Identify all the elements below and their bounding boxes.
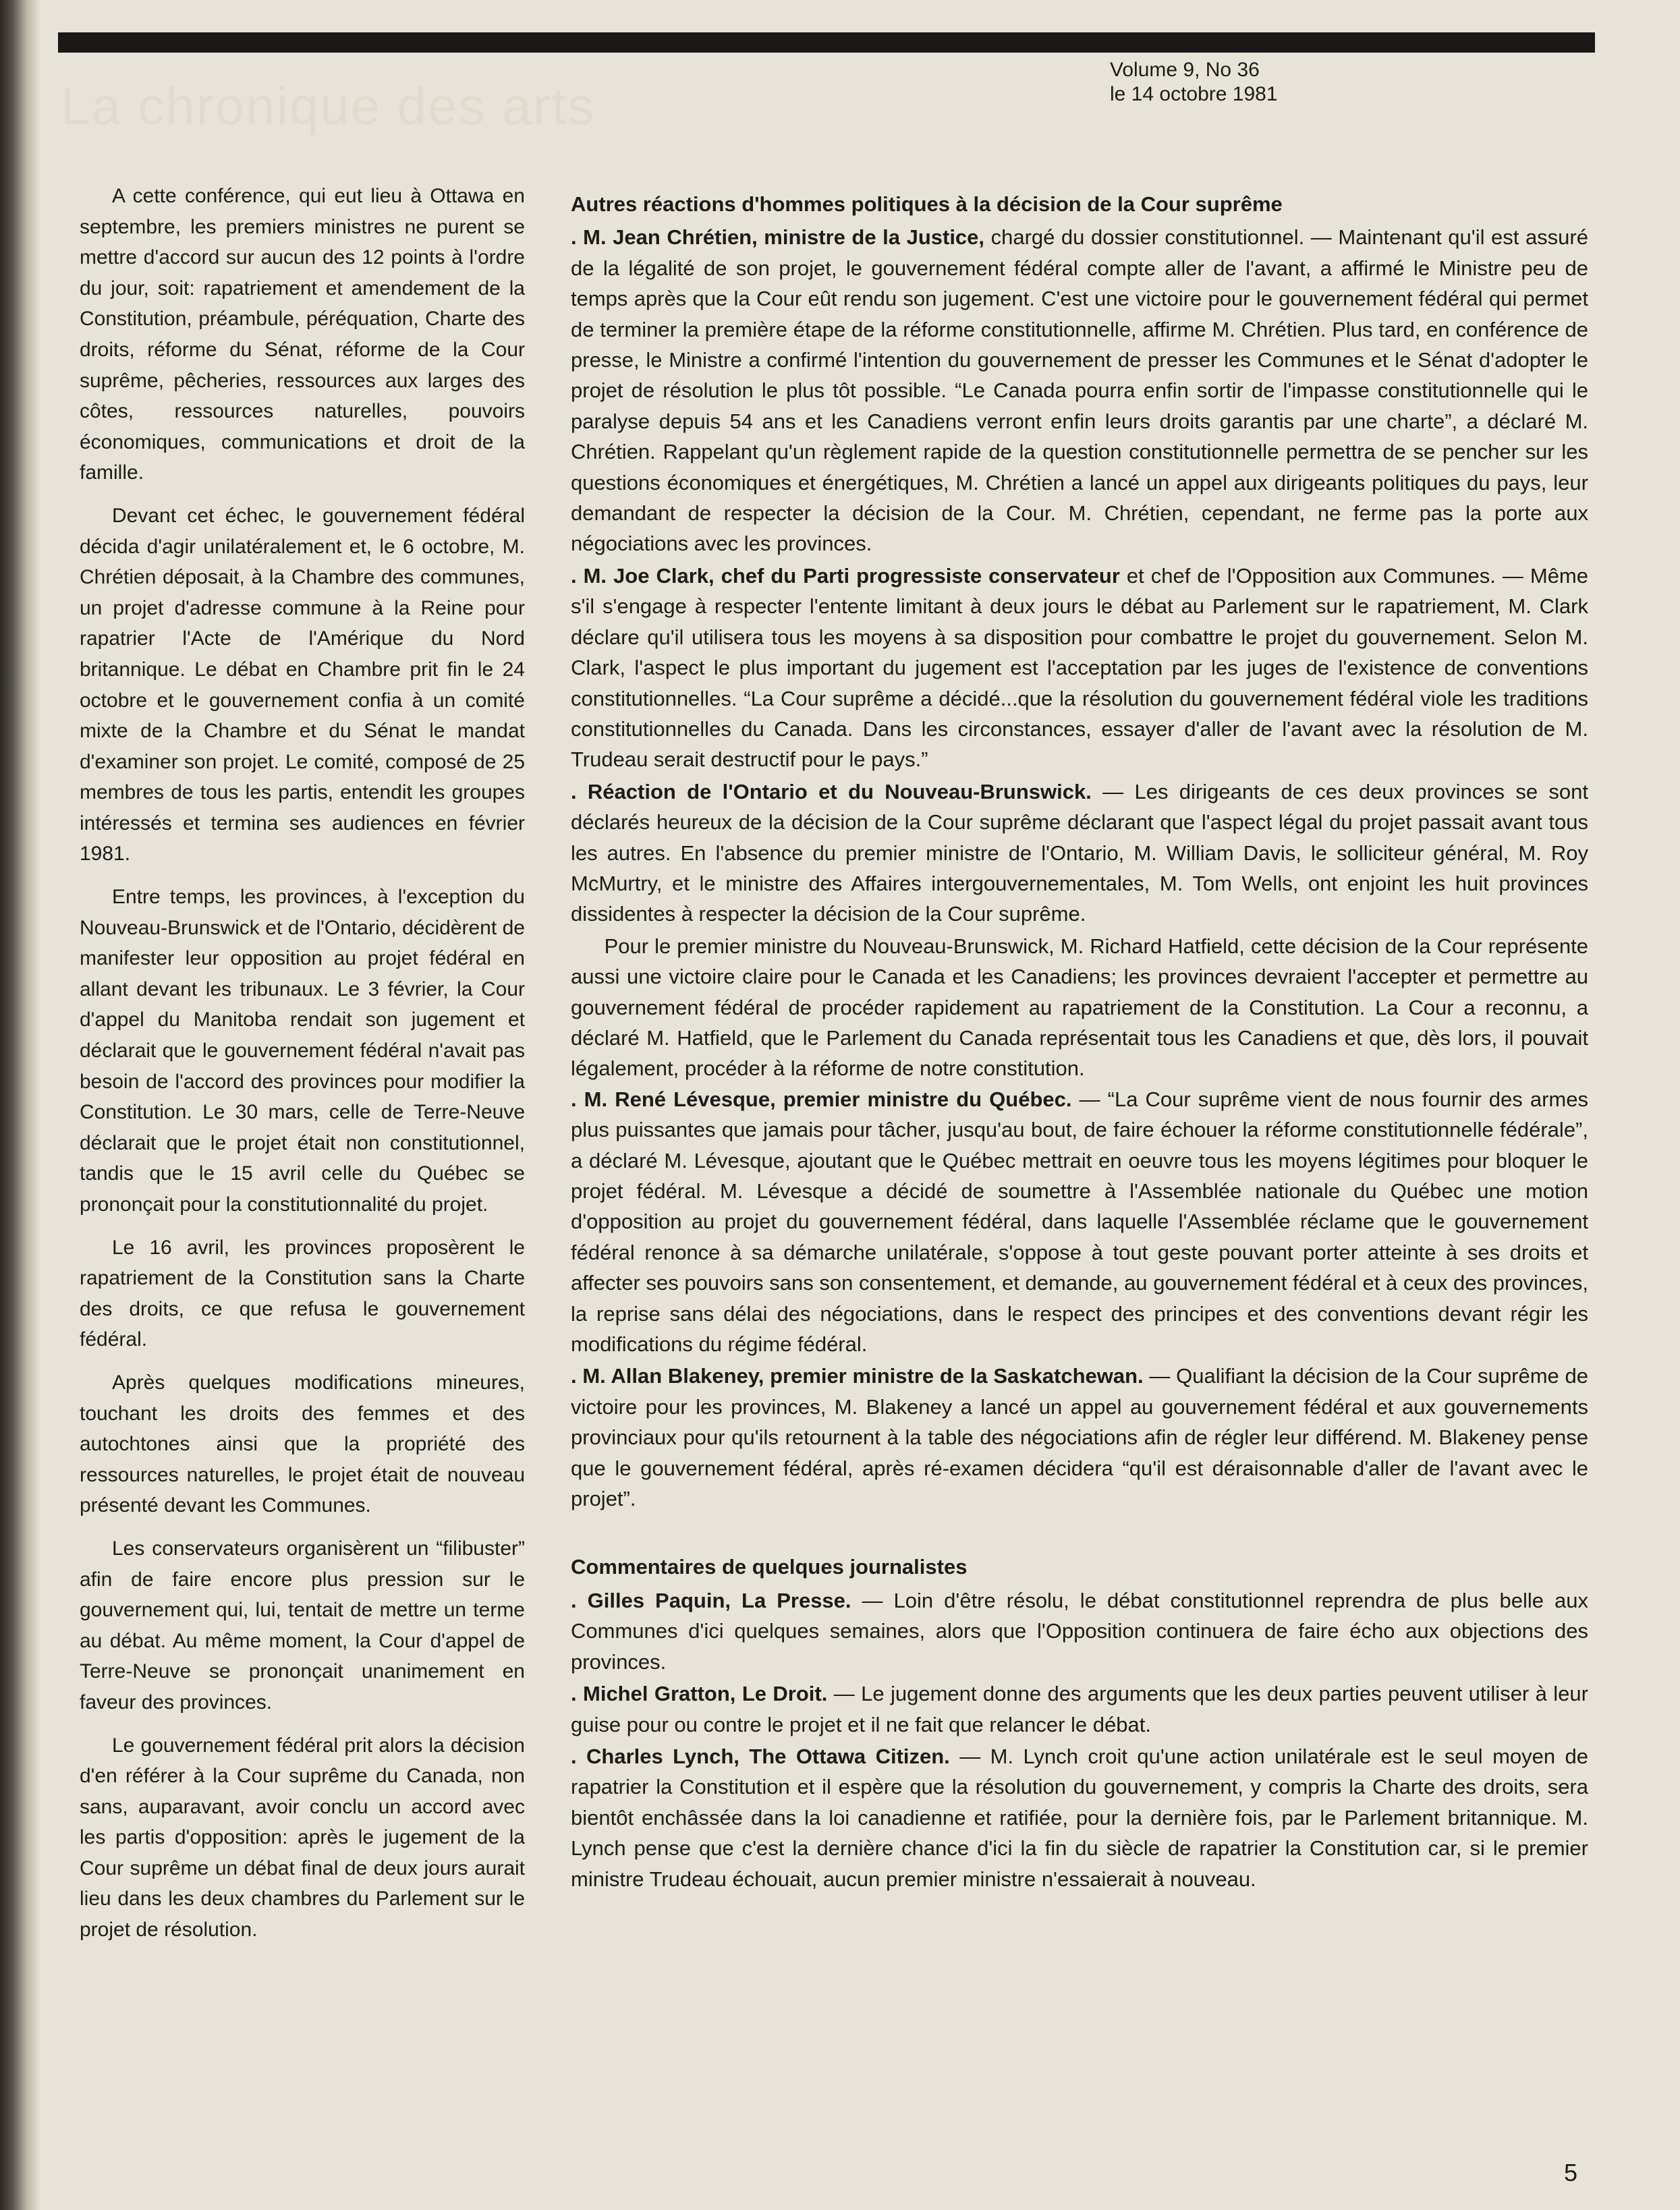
hatfield-paragraph: Pour le premier ministre du Nouveau-Brunswick, M. Richard Hatfield, cette décision de la Cour représente aussi une victoire claire pour le Canada et les Canadiens; les provinces devraient l'accepter et permettre au gouvernement fédéral de procéder rapidement au rapatriement de la Constitution. La Cour a reconnu, a déclaré M. Hatfield, que le Parlement du Canada représentait tous les Canadiens et que, dès lors, il pouvait légalement, procéder à la réforme de notre constitution.: [571, 934, 1588, 1081]
section-title-politicians: Autres réactions d'hommes politiques à la décision de la Cour suprême: [571, 192, 1283, 216]
page-number: 5: [1564, 2159, 1578, 2186]
reaction-entry: [571, 776, 1588, 930]
entry-lead: . Charles Lynch, The Ottawa Citizen.: [571, 1744, 950, 1768]
reaction-entry: [571, 1361, 1588, 1514]
left-paragraph: Devant cet échec, le gouvernement fédéral décida d'agir unilatéralement et, le 6 octobre, M. Chrétien déposait, à la Chambre des communes, un projet d'adresse commune à la Reine pour rapatrier l'Acte de l'Amérique du Nord britannique. Le débat en Chambre prit fin le 24 octobre et le gouvernement confia à un comité mixte de la Chambre et du Sénat le mandat d'examiner son projet. Le comité, composé de 25 membres de tous les partis, entendit les groupes intéressés et termina ses audiences en février 1981.: [80, 504, 525, 866]
faint-column-title: La chronique des arts: [61, 76, 596, 136]
issue-info: [1110, 58, 1278, 107]
entry-lead: . M. Jean Chrétien, ministre de la Justice,: [571, 225, 985, 250]
left-paragraph: Le 16 avril, les provinces proposèrent le rapatriement de la Constitution sans la Charte des droits, ce que refusa le gouvernement fédéral.: [80, 1236, 525, 1351]
left-paragraph: A cette conférence, qui eut lieu à Ottawa en septembre, les premiers ministres ne purent se mettre d'accord sur aucun des 12 points à l'ordre du jour, soit: rapatriement et amendement de la Constitution, préambule, péréquation, Charte des droits, réforme du Sénat, réforme de la Cour suprême, pêcheries, ressources aux larges des côtes, ressources naturelles, pouvoirs économiques, communications et droit de la famille.: [80, 185, 525, 484]
entry-text: chargé du dossier constitutionnel. — Maintenant qu'il est assuré de la légalité de son projet, le gouvernement fédéral compte aller de l'avant, a affirmé le Ministre peu de temps après que la Cour eût rendu son jugement. C'est une victoire pour le gouvernement fédéral qui permet de terminer la première étape de la réforme constitutionnelle, affirme M. Chrétien. Plus tard, en conférence de presse, le Ministre a confirmé l'intention du gouvernement de presser les Communes et le Sénat d'adopter le projet de résolution le plus tôt possible. “Le Canada pourra enfin sortir de l'impasse constitutionnelle qui le paralyse depuis 54 ans et les Canadiens verront enfin leurs droits garantis par une charte”, a déclaré M. Chrétien. Rappelant qu'un règlement rapide de la question constitutionnelle permettra de se pencher sur les questions économiques et énergétiques, M. Chrétien a lancé un appel aux dirigeants politiques du pays, leur demandant de respecter la décision de la Cour. M. Chrétien, cependant, ne ferme pas la porte aux négociations avec les provinces.: [571, 225, 1588, 556]
issue-date: le 14 octobre 1981: [1110, 83, 1278, 105]
left-paragraph: Les conservateurs organisèrent un “filibuster” afin de faire encore plus pression sur le gouvernement qui, lui, tentait de mettre un terme au débat. Au même moment, la Cour d'appel de Terre-Neuve se prononçait unanimement en faveur des provinces.: [80, 1537, 525, 1713]
top-rule: [58, 32, 1595, 53]
entry-text: — Les dirigeants de ces deux provinces se sont déclarés heureux de la décision de la Cour suprême déclarant que l'aspect légal du projet passait avant tous les autres. En l'absence du premier ministre de l'Ontario, M. William Davis, le solliciteur général, M. Roy McMurtry, et le ministre des Affaires intergouvernementales, M. Tom Wells, ont enjoint les huit provinces dissidentes à respecter la décision de la Cour suprême.: [571, 779, 1588, 926]
entry-text: — M. Lynch croit qu'une action unilatérale est le seul moyen de rapatrier la Constitution et il espère que la résolution du gouvernement, y compris la Charte des droits, sera bientôt enchâssée dans la loi canadienne et ratifiée, pour la dernière fois, par le Parlement britannique. M. Lynch pense que c'est la dernière chance d'ici la fin du siècle de rapatrier la Constitution car, si le premier ministre Trudeau échouait, aucun premier ministre n'essaierait à nouveau.: [571, 1744, 1588, 1891]
entry-lead: . M. Allan Blakeney, premier ministre de la Saskatchewan.: [571, 1364, 1144, 1388]
section-spacer: [571, 1515, 1588, 1552]
entry-text: — “La Cour suprême vient de nous fournir des armes plus puissantes que jamais pour tâcher, jusqu'au bout, de faire échouer la réforme constitutionnelle fédérale”, a déclaré M. Lévesque, ajoutant que le Québec mettrait en oeuvre tous les moyens légitimes pour bloquer le projet fédéral. M. Lévesque a décidé de soumettre à l'Assemblée nationale du Québec une motion d'opposition au projet du gouvernement fédéral, dans laquelle l'Assemblée réclame que le gouvernement fédéral renonce à sa démarche unilatérale, s'oppose à tout geste pouvant porter atteinte à ses droits et affecter ses pouvoirs sans son consentement, et demande, au gouvernement fédéral et à ceux des provinces, la reprise sans délai des négociations, dans le respect des principes et des conventions devant régir les modifications du régime fédéral.: [571, 1087, 1588, 1357]
right-column: [571, 189, 1588, 1896]
journalist-entry: [571, 1678, 1588, 1740]
volume-number: Volume 9, No 36: [1110, 59, 1260, 81]
entry-text: et chef de l'Opposition aux Communes. — Même s'il s'engage à respecter l'entente limitant à deux jours le débat au Parlement sur le rapatriement, M. Clark déclare qu'il utilisera tous les moyens à sa disposition pour combattre le projet du gouvernement. Selon M. Clark, l'aspect le plus important du jugement est l'acceptation par les juges de l'existence de conventions constitutionnelles. “La Cour suprême a décidé...que la résolution du gouvernement fédéral viole les traditions constitutionnelles du Canada. Dans les circonstances, essayer d'aller de l'avant avec la résolution de M. Trudeau serait destructif pour le pays.”: [571, 563, 1588, 772]
reaction-entry: [571, 222, 1588, 559]
binding-shadow: [0, 0, 40, 2210]
entry-lead: . Gilles Paquin, La Presse.: [571, 1588, 851, 1612]
journalist-entry: [571, 1585, 1588, 1677]
entry-text: — Le jugement donne des arguments que les deux parties peuvent utiliser à leur guise pour ou contre le projet et il ne fait que relancer le débat.: [571, 1682, 1588, 1736]
section-title-journalists: Commentaires de quelques journalistes: [571, 1555, 968, 1579]
left-paragraph: Après quelques modifications mineures, touchant les droits des femmes et des autochtones ainsi que la propriété des ressources naturelles, le projet était de nouveau présenté devant les Communes.: [80, 1371, 525, 1517]
left-paragraph: Le gouvernement fédéral prit alors la décision d'en référer à la Cour suprême du Canada, non sans, auparavant, avoir conclu un accord avec les partis d'opposition: après le jugement de la Cour suprême un débat final de deux jours aurait lieu dans les deux chambres du Parlement sur le projet de résolution.: [80, 1734, 525, 1942]
entry-lead: . M. Joe Clark, chef du Parti progressiste conservateur: [571, 563, 1120, 588]
reaction-entry: [571, 561, 1588, 775]
entry-lead: . Réaction de l'Ontario et du Nouveau-Brunswick.: [571, 779, 1092, 803]
entry-text: — Loin d'être résolu, le débat constitutionnel reprendra de plus belle aux Communes d'ici quelques semaines, alors que l'Opposition continuera de faire écho aux objections des provinces.: [571, 1588, 1588, 1674]
entry-text: — Qualifiant la décision de la Cour suprême de victoire pour les provinces, M. Blakeney a lancé un appel au gouvernement fédéral et aux gouvernements provinciaux pour qu'ils retournent à la table des négociations afin de régler leur différend. M. Blakeney pense que le gouvernement fédéral, après ré-examen décidera “qu'il est déraisonnable d'aller de l'avant avec le projet”.: [571, 1364, 1588, 1511]
reaction-entry: [571, 1084, 1588, 1360]
left-paragraph: Entre temps, les provinces, à l'exception du Nouveau-Brunswick et de l'Ontario, décidèrent de manifester leur opposition au projet fédéral en allant devant les tribunaux. Le 3 février, la Cour d'appel du Manitoba rendait son jugement et déclarait que le gouvernement fédéral n'avait pas besoin de l'accord des provinces pour modifier la Constitution. Le 30 mars, celle de Terre-Neuve déclarait que le projet était non constitutionnel, tandis que le 15 avril celle du Québec se prononçait pour la constitutionnalité du projet.: [80, 886, 525, 1216]
entry-lead: . M. René Lévesque, premier ministre du Québec.: [571, 1087, 1072, 1111]
entry-lead: . Michel Gratton, Le Droit.: [571, 1682, 828, 1706]
journalist-entry: [571, 1741, 1588, 1894]
left-column: [80, 181, 525, 1958]
